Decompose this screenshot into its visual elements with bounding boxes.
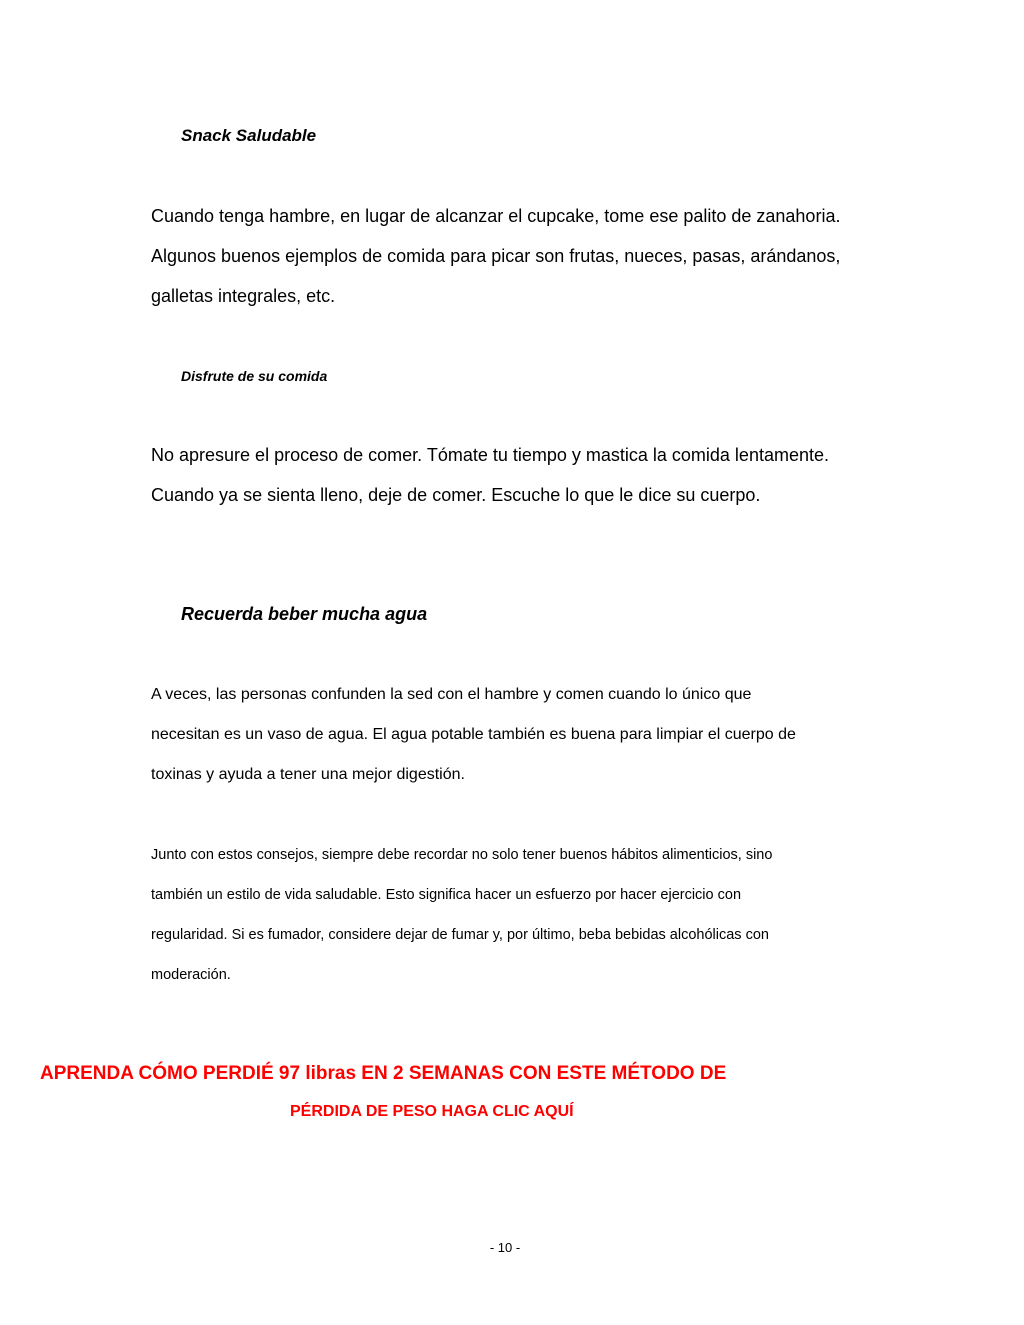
cta-link-line1[interactable]: APRENDA CÓMO PERDIÉ 97 libras EN 2 SEMANAS CON ESTE MÉTODO DE: [40, 1063, 727, 1084]
paragraph-line: Cuando tenga hambre, en lugar de alcanzar el cupcake, tome ese palito de zanahoria.: [151, 206, 841, 226]
heading-recuerda-agua: Recuerda beber mucha agua: [181, 604, 428, 624]
paragraph-line: Cuando ya se sienta lleno, deje de comer. Escuche lo que le dice su cuerpo.: [151, 485, 761, 505]
paragraph-line: galletas integrales, etc.: [151, 286, 336, 306]
paragraph-line: Junto con estos consejos, siempre debe recordar no solo tener buenos hábitos alimenticios, sino: [151, 847, 773, 863]
paragraph-line: Algunos buenos ejemplos de comida para picar son frutas, nueces, pasas, arándanos,: [151, 246, 841, 266]
paragraph-line: A veces, las personas confunden la sed con el hambre y comen cuando lo único que: [151, 686, 752, 703]
heading-disfrute-comida: Disfrute de su comida: [181, 368, 328, 384]
paragraph-line: también un estilo de vida saludable. Esto significa hacer un esfuerzo por hacer ejercicio con: [151, 887, 742, 903]
heading-snack-saludable: Snack Saludable: [181, 126, 317, 145]
cta-link-line2[interactable]: PÉRDIDA DE PESO HAGA CLIC AQUÍ: [290, 1103, 574, 1120]
paragraph-line: toxinas y ayuda a tener una mejor digestión.: [151, 766, 465, 783]
paragraph-line: necesitan es un vaso de agua. El agua potable también es buena para limpiar el cuerpo de: [151, 726, 796, 743]
paragraph-line: regularidad. Si es fumador, considere dejar de fumar y, por último, beba bebidas alcohólicas con: [151, 927, 769, 943]
paragraph-line: No apresure el proceso de comer. Tómate tu tiempo y mastica la comida lentamente.: [151, 445, 829, 465]
page-number: - 10 -: [489, 1240, 521, 1255]
paragraph-line: moderación.: [151, 967, 231, 983]
